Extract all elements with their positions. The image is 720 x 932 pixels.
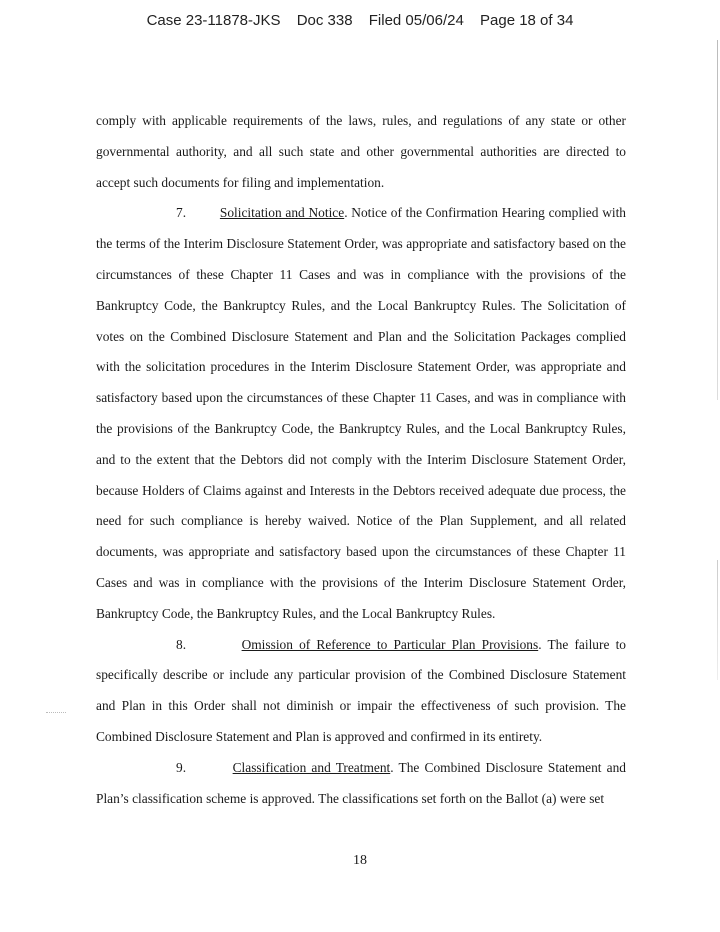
paragraph-text: . The Combined Disclosure Statement and Plan’s classification scheme is approved. The classifications set forth on the Ballot (a) were set (96, 759, 626, 806)
paragraph-text: . Notice of the Confirmation Hearing complied with the terms of the Interim Disclosure Statement Order, was appropriate and satisfactory based on the circumstances of these Chapter 11 Cases and was in compliance with the provisions of the Bankruptcy Code, the Bankruptcy Rules, and the Local Bankruptcy Rules. The Solicitation of votes on the Combined Disclosure Statement and Plan and the Solicitation Packages complied with the solicitation procedures in the Interim Disclosure Statement Order, was appropriate and satisfactory based upon the circumstances of these Chapter 11 Cases, and was in compliance with the provisions of the Bankruptcy Code, the Bankruptcy Rules, and the Local Bankruptcy Rules, and to the extent that the Debtors did not comply with the Interim Disclosure Statement Order, because Holders of Claims against and Interests in the Debtors received adequate due process, the need for such compliance is hereby waived. Notice of the Plan Supplement, and all related documents, was appropriate and satisfactory based upon the circumstances of these Chapter 11 Cases and was in compliance with the provisions of the Interim Disclosure Statement Order, Bankruptcy Code, the Bankruptcy Rules, and the Local Bankruptcy Rules. (96, 205, 626, 621)
paragraph-number: 8. (176, 636, 187, 652)
paragraph-number: 9. (176, 759, 187, 775)
paragraph-number: 7. (176, 205, 187, 221)
doc-number: Doc 338 (296, 12, 353, 29)
paragraph-7 (96, 198, 626, 629)
paragraph-heading: Classification and Treatment (232, 759, 391, 775)
paragraph-heading: Omission of Reference to Particular Plan Provisions (241, 636, 539, 652)
page-number: 18 (353, 853, 367, 868)
paragraph-text: . The failure to specifically describe or include any particular provision of the Combined Disclosure Statement and Plan in this Order shall not diminish or impair the effectiveness of such provision. The Combined Disclosure Statement and Plan is approved and confirmed in its entirety. (96, 636, 626, 744)
scan-edge-artifact (717, 560, 718, 680)
filed-date: Filed 05/06/24 (368, 12, 464, 29)
paragraph-8 (96, 630, 626, 753)
case-number: Case 23-11878-JKS (146, 12, 281, 29)
ecf-header (0, 12, 720, 29)
document-body (96, 106, 626, 814)
scan-smudge (46, 712, 66, 721)
page-of: Page 18 of 34 (480, 12, 574, 29)
scan-edge-artifact (717, 40, 718, 400)
paragraph-heading: Solicitation and Notice (219, 205, 345, 221)
paragraph-9 (96, 753, 626, 815)
paragraph-continuation: comply with applicable requirements of the laws, rules, and regulations of any state or other governmental authority, and all such state and other governmental authorities are directed to accept such documents for filing and implementation. (96, 113, 626, 190)
